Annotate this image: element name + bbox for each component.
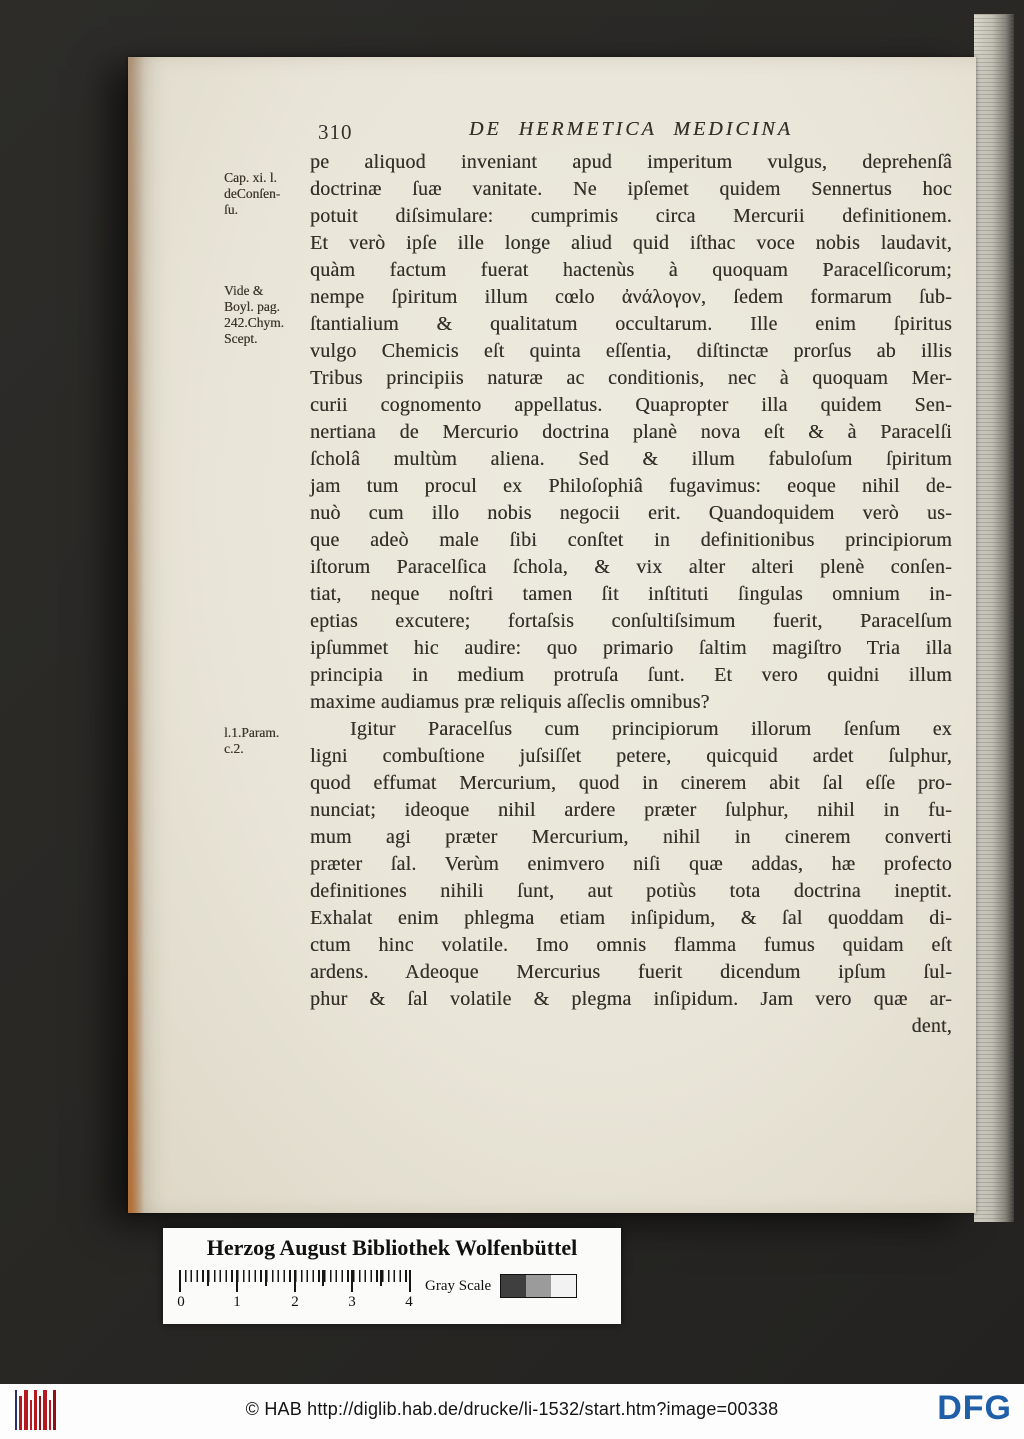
gray-swatch-light — [551, 1275, 576, 1297]
body-text-line: nuò cum illo nobis negocii erit. Quandoquidem verò us- — [310, 502, 952, 524]
body-text-line: quàm factum fuerat hactenùs à quoquam Paracelſicorum; — [310, 259, 952, 281]
margin-note-line: deConſen- — [224, 186, 281, 201]
page-number: 310 — [318, 120, 353, 144]
body-text-line: jam tum procul ex Philoſophiâ fugavimus: eoque nihil de- — [310, 475, 952, 497]
ruler-number: 1 — [233, 1294, 241, 1310]
body-text-line: que adeò male ſibi conſtet in definitionibus principiorum — [310, 529, 952, 551]
body-text-line: nunciat; ideoque nihil ardere præter ſulphur, nihil in fu- — [310, 799, 952, 821]
ruler-number: 0 — [177, 1294, 185, 1310]
ruler-number: 2 — [291, 1294, 299, 1310]
ruler-major-tick — [236, 1270, 238, 1292]
library-label-card — [163, 1228, 621, 1324]
body-text-line: principia in medium protruſa ſunt. Et vero quidni illum — [310, 664, 952, 686]
margin-note-line: 242.Chym. — [224, 315, 285, 330]
ruler-major-tick — [294, 1270, 296, 1292]
margin-note-line: Boyl. pag. — [224, 299, 280, 314]
body-text-line: nertiana de Mercurio doctrina planè nova eſt & à Paracelſi — [310, 421, 952, 443]
margin-note-line: Vide & — [224, 283, 264, 298]
body-text — [310, 149, 952, 1040]
body-text-line: ardens. Adeoque Mercurius fuerit dicendum ipſum ſul- — [310, 961, 952, 983]
body-text-line: tiat, neque noſtri tamen ſit inſtituti ſingulas omnium in- — [310, 583, 952, 605]
body-text-line: phur & ſal volatile & plegma inſipidum. Jam vero quæ ar- — [310, 988, 952, 1010]
body-text-line: vulgo Chemicis eſt quinta eſſentia, diſtinctæ prorſus ab illis — [310, 340, 952, 362]
body-text-line: quod effumat Mercurium, quod in cinerem abit ſal eſſe pro- — [310, 772, 952, 794]
body-text-line: maxime audiamus præ reliquis aſſeclis omnibus? — [310, 691, 710, 713]
margin-note-2 — [224, 283, 304, 347]
footer-bar — [0, 1384, 1024, 1439]
margin-note-line: l.1.Param. — [224, 725, 280, 740]
margin-note-line: Scept. — [224, 331, 258, 346]
copyright-url: © HAB http://diglib.hab.de/drucke/li-1532/start.htm?image=00338 — [245, 1399, 779, 1419]
ruler-mid-tick — [322, 1270, 324, 1286]
ruler-numbers — [179, 1294, 411, 1312]
body-text-line: curii cognomento appellatus. Quapropter illa quidem Sen- — [310, 394, 952, 416]
ruler-major-tick — [409, 1270, 411, 1292]
ruler-number: 3 — [348, 1294, 356, 1310]
margin-note-line: Cap. xi. l. — [224, 170, 277, 185]
body-text-line: definitiones nihili ſunt, aut potiùs tota doctrina ineptit. — [310, 880, 952, 902]
body-text-line: nempe ſpiritum illum cœlo ἀνάλογον, ſedem formarum ſub- — [310, 286, 952, 308]
body-text-line: ſtantialium & qualitatum occultarum. Ille enim ſpiritus — [310, 313, 952, 335]
measurement-ruler — [179, 1270, 411, 1316]
body-text-line: Tribus principiis naturæ ac conditionis, nec à quoquam Mer- — [310, 367, 952, 389]
gray-swatch-mid — [526, 1275, 551, 1297]
body-text-line: ſcholâ multùm aliena. Sed & illum fabuloſum ſpiritum — [310, 448, 952, 470]
book-page-edges — [974, 14, 1014, 1222]
margin-note-line: c.2. — [224, 741, 244, 756]
gray-scale-swatches — [500, 1274, 577, 1298]
ruler-major-tick — [351, 1270, 353, 1292]
dfg-logo: DFG — [937, 1389, 1012, 1427]
gray-scale-label: Gray Scale — [425, 1277, 492, 1294]
margin-note-line: ſu. — [224, 202, 238, 217]
body-text-line: iſtorum Paracelſica ſchola, & vix alter alteri plenè conſen- — [310, 556, 952, 578]
body-text-line: ctum hinc volatile. Imo omnis flamma fumus quidam eſt — [310, 934, 952, 956]
body-text-line: pe aliquod inveniant apud imperitum vulgus, deprehenſâ — [310, 151, 952, 173]
gray-swatch-dark — [501, 1275, 526, 1297]
body-text-line: Et verò ipſe ille longe aliud quid iſthac voce nobis laudavit, — [310, 232, 952, 254]
ruler-mid-tick — [265, 1270, 267, 1286]
body-text-line: ligni combuſtione juſsiſſet petere, quicquid ardet ſulphur, — [310, 745, 952, 767]
page-header — [310, 118, 952, 146]
ruler-major-tick — [179, 1270, 181, 1292]
body-text-line: eptias excutere; fortaſsis conſultiſsimum fuerit, Paracelſum — [310, 610, 952, 632]
margin-note-1 — [224, 170, 304, 218]
gray-scale — [425, 1274, 577, 1298]
body-text-line: Igitur Paracelſus cum principiorum illorum ſenſum ex — [350, 718, 952, 740]
body-text-line: ipſummet hic audire: quo primario ſaltim magiſtro Tria illa — [310, 637, 952, 659]
ruler-mid-tick — [207, 1270, 209, 1286]
body-text-line: mum agi præter Mercurium, nihil in cinerem converti — [310, 826, 952, 848]
library-name: Herzog August Bibliothek Wolfenbüttel — [206, 1235, 578, 1260]
margin-note-3 — [224, 725, 304, 757]
body-text-line: Exhalat enim phlegma etiam inſipidum, & ſal quoddam di- — [310, 907, 952, 929]
page-fore-edge — [128, 57, 144, 1213]
body-text-line: doctrinæ ſuæ vanitate. Ne ipſemet quidem Sennertus hoc — [310, 178, 952, 200]
book-page — [128, 57, 976, 1213]
body-text-line: dent, — [911, 1015, 952, 1037]
body-text-line: potuit diſsimulare: cumprimis circa Mercurii definitionem. — [310, 205, 952, 227]
ruler-number: 4 — [405, 1294, 413, 1310]
body-text-line: præter ſal. Verùm enimvero niſi quæ addas, hæ profecto — [310, 853, 952, 875]
running-title: DE HERMETICA MEDICINA — [469, 118, 793, 140]
ruler-mid-tick — [380, 1270, 382, 1286]
